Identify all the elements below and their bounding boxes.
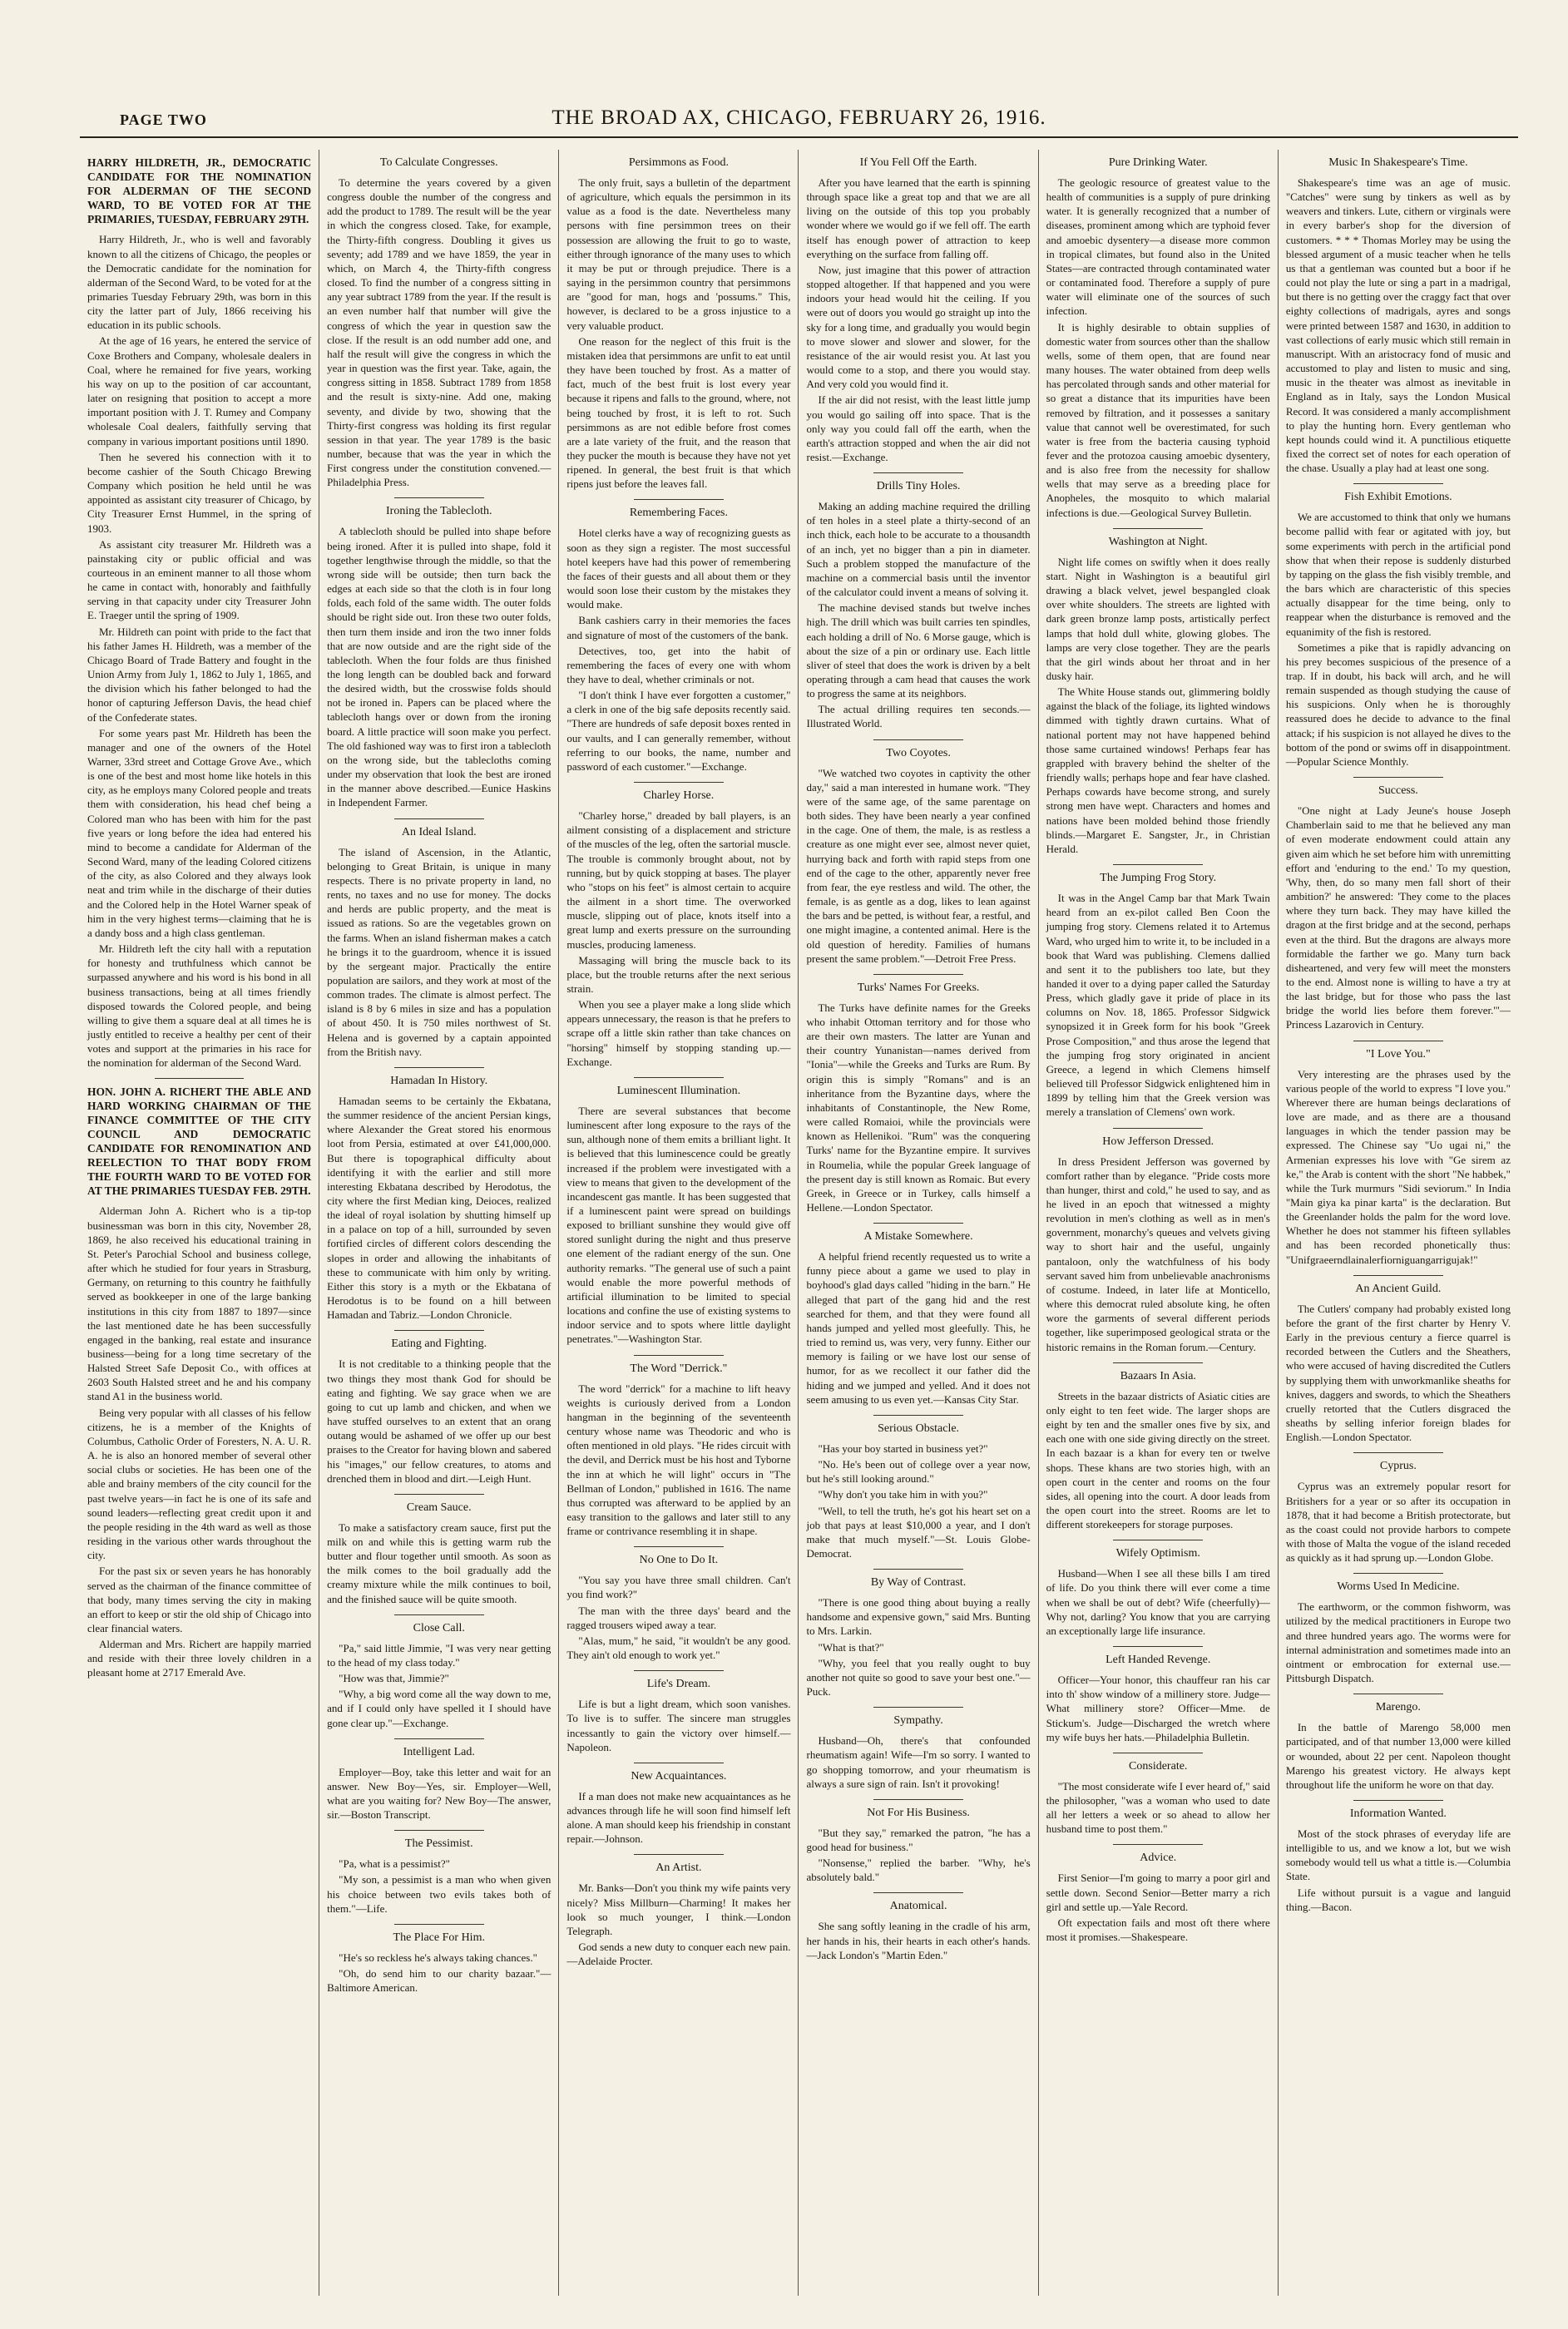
article-body <box>566 1573 790 1662</box>
article-paragraph: "My son, a pessimist is a man who when given his choice between two evils takes both of them."—Life. <box>327 1873 552 1915</box>
article-body <box>1046 1155 1270 1354</box>
article-divider <box>394 1330 484 1331</box>
article-body <box>806 1249 1030 1407</box>
article-headline: New Acquaintances. <box>631 1769 727 1783</box>
article-headline: Anatomical. <box>889 1900 947 1913</box>
article-paragraph: Night life comes on swiftly when it does really start. Night in Washington is a beautiful girl drawing a black velvet, jewel bespangled cloak over white shoulders. The streets are lighted with dark green bronze lamp posts, artistically perfect lamps that hold dull white, glowing globes. The lamps are very close together. They are the pearls that the girl winds about her throat and in her dusky hair. <box>1046 555 1270 682</box>
article <box>87 156 311 1070</box>
article-headline: Worms Used In Medicine. <box>1337 1580 1460 1594</box>
article-paragraph: The man with the three days' beard and the ragged trousers wiped away a tear. <box>566 1604 791 1631</box>
article-paragraph: Being very popular with all classes of his fellow citizens, he is a member of the Knights of Columbus, Catholic Order of Foresters, N. A. U. R. A. he is also an honored member of several other social clubs or societies. He has been one of the able and brainy members of the city council for the past twelve years—in fact he is one of its safe and sound leaders—reflecting great credit upon it and the people residing in the 4th ward as well as those residing in the various other wards throughout the city. <box>87 1406 312 1562</box>
article <box>806 480 1030 731</box>
article-body <box>327 1765 551 1822</box>
article-paragraph: God sends a new duty to conquer each new pain.—Adelaide Procter. <box>566 1941 791 1968</box>
article-paragraph: Officer—Your honor, this chauffeur ran his car into th' show window of a millinery store. Judge—What millinery store? Officer—Mme. de Stickum's. Judge—Discharged the wretch where my wife buys her hats.—Philadelphia Bulletin. <box>1046 1674 1270 1743</box>
article-body <box>1286 176 1511 475</box>
article <box>1046 156 1270 520</box>
article-body <box>566 1697 790 1754</box>
article <box>1286 784 1511 1032</box>
article-headline: Information Wanted. <box>1349 1807 1447 1820</box>
article-paragraph: Very interesting are the phrases used by the various people of the world to express "I love you." Wherever there are human beings declarations of love are made, and as there are a thousand languages in which the tender passion may be expressed. The Chinese say "Uo ugai ni," the Armenian expresses his love with "Ge sirem az ke," the Arab is content with the short "Ne habbek," while the Turk murmurs "Sidi seviorum." In India "Main giya ka pinar karta" is the declaration. But the Greenlander holds the palm for the word love. Whether he does not stammer his fifteen syllables and has been recorded phonetically thus: "Unifgraeerndlainalerfiorniguangarrigujak!" <box>1285 1067 1511 1266</box>
article-headline: HARRY HILDRETH, JR., DEMOCRATIC CANDIDATE FOR THE NOMINATION FOR ALDERMAN OF THE SECOND WARD, TO BE VOTED FOR AT THE PRIMARIES, TUESDAY, FEBRUARY 29TH. <box>87 156 312 225</box>
article <box>566 507 790 774</box>
article-divider <box>873 472 963 473</box>
article-divider <box>394 1738 484 1739</box>
article-paragraph: "Why, you feel that you really ought to buy another not quite so good to save your best one."—Puck. <box>806 1656 1031 1699</box>
article-body <box>327 1357 551 1485</box>
article-paragraph: First Senior—I'm going to marry a poor girl and settle down. Second Senior—Better marry a rich girl and settle up.—Yale Record. <box>1046 1872 1270 1913</box>
article-paragraph: Shakespeare's time was an age of music. "Catches" were sung by tinkers as well as by weavers and tinkers. Lute, cithern or virginals were in every barber's shop for the diversion of customers. * * * Thomas Morley may be using the blessed argument of a music teacher when he tells us that a gentleman was counted but a boor if he could not play the lute or sing a part in a madrigal, but there is no getting over the craggy fact that over eighty collections of madrigals, ayres and songs were printed between 1587 and 1630, in addition to vast collections of early music which still remain in manuscript. With an aristocracy fond of music and accustomed to play and listen to music and sing, music in the theater was almost as inevitable in England as in Italy, says the London Musical Record. It was considered a manly accomplishment to play the hunting horn. Every gentleman who kept hounds could wind it. A punctilious etiquette fixed the correct set of notes for each operation of the chase. Usually a play had at least one song. <box>1285 176 1511 475</box>
page-number: PAGE TWO <box>120 111 207 128</box>
article <box>806 1807 1030 1885</box>
article-paragraph: "Has your boy started in business yet?" <box>818 1441 988 1455</box>
article-paragraph: For some years past Mr. Hildreth has been the manager and one of the owners of the Hotel Warner, 33rd street and Cottage Grove Ave., which is one of the best and most home like hotels in this city, as he employs many Colored people and treats them with consideration, his head chef being a Colored man who has been with him for the past five years or long before the idea had entered his mind to become a candidate for Alderman of the Second Ward, many of the leading Colored citizens of the city, as also Colored and they always look neat and trim while in the discharge of their duties and the Colored help in the Hotel Warner speak of him in the very highest terms—claiming that he is a dandy boss and a high class gentleman. <box>87 726 312 939</box>
article-divider <box>634 1546 724 1547</box>
article-paragraph: One reason for the neglect of this fruit is the mistaken idea that persimmons are unfit to eat until they have been touched by frost. As a matter of fact, much of the best fruit is lost every year because it ripens and falls to the ground, where, not being touched by frost, it is left to rot. Such persimmons as are not edible before frost comes are a late variety of the fruit, and the reason that they pucker the mouth is because they have not yet ripened. In general, the best fruit is that which ripens just before the leaves fall. <box>566 334 791 491</box>
article-body <box>327 1857 551 1916</box>
article <box>1046 536 1270 856</box>
article-body <box>566 176 790 491</box>
article-paragraph: When you see a player make a long slide which appears unnecessary, the reason is that he prefers to scrape off a little skin rather than take chances on "horsing" himself by stopping standing up.—Exchange. <box>566 998 791 1068</box>
article-divider <box>1353 1452 1443 1453</box>
article <box>1046 1547 1270 1638</box>
article <box>327 1622 551 1730</box>
article <box>1286 1460 1511 1565</box>
article-paragraph: Bank cashiers carry in their memories the faces and signature of most of the customers of the bank. <box>566 614 791 641</box>
article-body <box>87 232 311 1070</box>
article-divider <box>873 974 963 975</box>
article-paragraph: "There is one good thing about buying a really handsome and expensive gown," said Mrs. Bunting to Mrs. Larkin. <box>806 1596 1031 1638</box>
article-headline: Left Handed Revenge. <box>1106 1654 1211 1667</box>
article-paragraph: "No. He's been out of college over a year now, but he's still looking around." <box>806 1458 1031 1486</box>
article-headline: Bazaars In Asia. <box>1120 1369 1196 1382</box>
article-body <box>327 176 551 489</box>
article <box>327 1338 551 1485</box>
article <box>566 156 790 491</box>
article-headline: An Artist. <box>655 1862 702 1875</box>
article-paragraph: In dress President Jefferson was governed by comfort rather than by elegance. "Pride costs more than hunger, thirst and cold," he used to say, and as he lived in an epoch that witnessed a mighty revolution in men's clothing as well as in men's government, monarchy's queues and velvets giving way to short hair and the useful, ungainly pantaloon, only the watchfulness of his body servant saved him from unbelievable anachronisms of costume. Indeed, in later life at Monticello, where this democrat ruled absolute king, he often wore the garments of several different periods together, like superimposed geological strata or the historic remains in the Roman forum.—Century. <box>1046 1155 1270 1353</box>
article <box>327 505 551 809</box>
article-divider <box>394 1067 484 1068</box>
article-headline: An Ancient Guild. <box>1355 1282 1442 1295</box>
article-divider <box>1353 777 1443 778</box>
article-body <box>1286 1479 1511 1565</box>
article-body <box>566 808 790 1069</box>
article-divider <box>873 1892 963 1893</box>
article-columns <box>80 150 1518 2296</box>
article-body <box>327 1641 551 1730</box>
article <box>1046 1654 1270 1744</box>
article-paragraph: Hamadan seems to be certainly the Ekbatana, the summer residence of the ancient Persian kings, where Alexander the Great stored his enormous loot from Persia, estimated at over £41,000,000. But there is topographical difficulty about identifying it with the earlier and still more interesting Ekbatana described by Herodotus, the city where the first Median king, Deioces, realized the ideal of royal isolation by shutting himself up in a palace on top of a hill, surrounded by seven fortified circles of different colors descending the slopes in order and allowing the inhabitants of these to communicate with him only by writing. Either this story is a myth or the Ekbatana of Herodotus is to be found on a hill between Hamadan and Tabriz.—London Chronicle. <box>327 1094 552 1322</box>
article-paragraph: "Why, a big word come all the way down to me, and if I could only have spelled it I should have gone clear up."—Exchange. <box>327 1688 552 1729</box>
article-body <box>1286 804 1511 1032</box>
article-headline: Music In Shakespeare's Time. <box>1328 156 1468 169</box>
article-body <box>806 176 1030 464</box>
article <box>1046 1370 1270 1532</box>
article <box>327 1746 551 1822</box>
article-paragraph: She sang softly leaning in the cradle of his arm, her hands in his, their hearts in each other's hands.—Jack London's "Martin Eden." <box>806 1920 1031 1961</box>
article-paragraph: "Pa, what is a pessimist?" <box>339 1857 450 1871</box>
article <box>1286 1580 1511 1685</box>
article-body <box>1286 1302 1511 1445</box>
article-headline: Remembering Faces. <box>629 507 728 520</box>
article-paragraph: A helpful friend recently requested us to write a funny piece about a game we used to play in boyhood's glad days called "hiding in the barn." He alleged that part of the gang hid and the rest searched for them, and that they were found all hands jumped and yelled most gleefully. This, he tried to remind us, was very, very funny. Either our memory is failing or we have lost our sense of humor, for as we recollect it our father did the hiding and we jumped and yelled. And it does not seem amusing to us even yet.—Kansas City Star. <box>806 1250 1031 1406</box>
article-body <box>806 1826 1030 1885</box>
article-headline: An Ideal Island. <box>401 825 477 838</box>
article-divider <box>1353 1800 1443 1801</box>
article-paragraph: The actual drilling requires ten seconds.—Illustrated World. <box>806 703 1031 730</box>
article <box>806 982 1030 1214</box>
article-body <box>327 1094 551 1323</box>
article-headline: Drills Tiny Holes. <box>876 480 961 493</box>
column-2 <box>319 150 559 2296</box>
article-paragraph: Detectives, too, get into the habit of remembering the faces of every one with whom they have to deal, whether criminals or not. <box>566 644 791 685</box>
article-body <box>566 1881 790 1968</box>
article-paragraph: "The most considerate wife I ever heard of," said the philosopher, "was a woman who used to date all her letters a week or so ahead to allow her husband time to post them." <box>1046 1779 1270 1836</box>
article-paragraph: To make a satisfactory cream sauce, first put the milk on and while this is getting warm rub the butter and flour together until smooth. As soon as the milk comes to the boil gradually add the creamy mixture while the milk continues to boil, and the finished sauce will be quite smooth. <box>327 1521 552 1605</box>
article-paragraph: Then he severed his connection with it to become cashier of the South Chicago Brewing Company which position he held until he was appointed as assistant city treasurer of Chicago, by City Treasurer Ernst Hummel, in the spring of 1903. <box>87 450 312 535</box>
article-divider <box>1113 1844 1203 1845</box>
article <box>1046 1852 1270 1944</box>
article-paragraph: It was in the Angel Camp bar that Mark Twain heard from an ex-pilot called Ben Coon the jumping frog story. Clemens related it to Artemus Ward, who urged him to write it, to be included in a book that Ward was publishing. Clemens dallied and sent it to the publishers too late, but they handed it over to a dying paper called the Saturday Press, which gladly gave it pride of place in its columns on Nov. 18, 1865. Professor Sidgwick synopsized it in Greek form for his book "Greek Prose Composition," and thus arose the legend that the jumping frog story originated in ancient Greece, a legend in which Clemens himself believed till Professor Sidgwick enlightened him in 1899 by telling him that the Greek version was merely a translation of Clemens' own work. <box>1046 892 1270 1119</box>
article-paragraph: A tablecloth should be pulled into shape before being ironed. After it is pulled into shape, fold it together lengthwise through the middle, so that the wrong side will be outside; then turn back the edges at each side so that the cloth is in four long folds, each fold of the same width. The outer folds should be right side out. Iron these two outer folds, then turn them inside and iron the two inner folds that are now outside and are the right side of the tablecloth. When the four folds are thus finished the long length can be doubled back and forward the desired width, but the crosswise folds should not be ironed in. Papers can be placed where the tablecloth hangs over or down from the ironing board. A little practice will soon make you perfect. The old fashioned way was to first iron a tablecloth on the wrong side, but the tablecloths coming under my observation that look the best are ironed in the manner above described.—Eunice Haskins in Independent Farmer. <box>327 525 552 809</box>
article-paragraph: Hotel clerks have a way of recognizing guests as soon as they sign a register. The most successful hotel keepers have had this power of remembering the faces of their guests and all about them or they would soon lose their custom by the mistakes they would make. <box>566 527 791 611</box>
article <box>1046 1135 1270 1354</box>
article <box>327 1931 551 1995</box>
article <box>566 1862 790 1968</box>
article-paragraph: "We watched two coyotes in captivity the other day," said a man interested in humane work. "They were of the same age, of the same parentage on both sides. They have been nearly a year confined in the cage. One of them, the male, is as restless a creature as one might ever see, almost never quiet, hurrying back and forth with rapid steps from one end of the cage to the other, apparently never free from fear, the eye restless and wild. The other, the female, is as gentle as a dog, likes to lean against the bars and be petted, is without fear, a restful, and one might imagine, a contented animal. Here is the old question of heredity. Families of humans present the same problem."—Detroit Free Press. <box>806 766 1031 965</box>
article-headline: The Pessimist. <box>404 1837 473 1851</box>
article-body <box>566 1789 790 1847</box>
article-headline: Washington at Night. <box>1108 535 1208 548</box>
article <box>806 156 1030 464</box>
article-headline: Success. <box>1378 784 1418 798</box>
article-paragraph: There are several substances that become luminescent after long exposure to the rays of the sun, although none of them emits a brilliant light. It is believed that this luminescence could be greatly increased if the problem were investigated with a view to means that given to the development of the incandescent gas mantle. It has been suggested that if a luminescent paint were spread on buildings exposed to brilliant sunshine they would give off stored sunlight during the night and thus preserve one element of the radiant energy of the sun. One authority remarks. "The general use of such a paint would enable the more powerful methods of artificial illumination to be limited to special locations and confine the use of existing systems to indoor service and to spots where little daylight penetrates."—Washington Star. <box>566 1104 791 1346</box>
article-headline: Serious Obstacle. <box>878 1422 960 1435</box>
article-divider <box>1113 528 1203 529</box>
article-headline: No One to Do It. <box>639 1554 719 1567</box>
article-divider <box>873 1569 963 1570</box>
article-divider <box>1113 1646 1203 1647</box>
article-body <box>1286 510 1511 769</box>
article-paragraph: Sometimes a pike that is rapidly advancing on his prey becomes suspicious of the presence of a trap. If in doubt, his back will arch, and he will remain suspended as though studying the cause of his suspicions. Only when he is thoroughly reassured does he decide to advance to the final attack; if his suspicion is not allayed he dives to the bottom of the pond or swims off in disappointment.—Popular Science Monthly. <box>1285 640 1511 768</box>
article-body <box>806 1733 1030 1791</box>
article-paragraph: Now, just imagine that this power of attraction stopped altogether. If that happened and you were indoors your head would hit the ceiling. If you were out of doors you would go straight up into the sky for a long time, and gradually you would begin to move slower and slower and slower, for the resistance of the air would resist you. At last you would come to a stop, and there you would stay. And very cold you would find it. <box>806 263 1031 391</box>
article-headline: The Place For Him. <box>393 1931 485 1944</box>
article-body <box>806 1001 1030 1214</box>
article-paragraph: The geologic resource of greatest value to the health of communities is a supply of pure drinking water. It is generally recognized that a number of diseases, prominent among which are typhoid fever and amoebic dysentery—a disease more common in tropical climates, but found also in the United States—are contracted through contaminated water or contaminated food. Therefore a supply of pure water will eliminate one of the sources of such infection. <box>1046 176 1270 318</box>
column-5 <box>1039 150 1279 2296</box>
article-headline: To Calculate Congresses. <box>379 156 498 169</box>
article-paragraph: Massaging will bring the muscle back to its place, but the trouble returns after the next serious strain. <box>566 953 791 995</box>
article-body <box>806 1441 1030 1560</box>
article <box>327 826 551 1059</box>
article-paragraph: The machine devised stands but twelve inches high. The drill which was built carries ten spindles, each holding a drill of No. 6 Morse gauge, which is about the size of a pin or ordinary use. Each little sliver of steel that does the work is driven by a belt operating through a cam head that causes the work to progress the same at its neighbors. <box>806 601 1031 700</box>
article-headline: Luminescent Illumination. <box>616 1084 741 1097</box>
article-body <box>1046 555 1270 856</box>
article-headline: The Word "Derrick." <box>630 1362 728 1375</box>
article-body <box>566 526 790 774</box>
article-paragraph: "What is that?" <box>818 1640 884 1654</box>
article-paragraph: Alderman and Mrs. Richert are happily married and reside with their three lovely children in a pleasant home at 2717 Emerald Ave. <box>87 1638 312 1679</box>
article-divider <box>634 782 724 783</box>
article-paragraph: Life is but a light dream, which soon vanishes. To live is to suffer. The sincere man struggles incessantly to gain the victory over himself.—Napoleon. <box>566 1698 791 1753</box>
article-body <box>327 1521 551 1606</box>
article-divider <box>1113 1362 1203 1363</box>
article-paragraph: To determine the years covered by a given congress double the number of the congress and add the product to 1789. The result will be the year in which the congress closed. Take, for example, the Thirty-fifth congress. Doubling it gives us seventy; add 1789 and we have 1859, the year in which, on March 4, the Thirty-fifth congress closed. To find the number of a congress sitting in any year subtract 1789 from the year. If the result is an even number half that number will give the congress of which the year in question saw the close. If the result is an odd number add one, and half the result will give the congress in which the year in question was the first year. Take, again, the congress sitting in 1858. Subtract 1789 from 1858 and the result is sixty-nine. Add one, making seventy, and divide by two, showing that the Thirty-first congress was holding its first regular session in that year. The year 1789 is the basic number, because that was the year in which the First congress under the constitution convened.—Philadelphia Press. <box>327 176 552 489</box>
article-paragraph: "Why don't you take him in with you?" <box>818 1488 988 1501</box>
article <box>1286 1048 1511 1267</box>
article-headline: Life's Dream. <box>646 1678 711 1691</box>
article-body <box>1286 1720 1511 1792</box>
article-paragraph: "How was that, Jimmie?" <box>339 1672 449 1685</box>
article-paragraph: Mr. Hildreth left the city hall with a reputation for honesty and truthfulness which cannot be surpassed anywhere and his word is his bond in all business transactions, being at all times friendly disposed towards the Colored people, and being willing to give them a square deal at all times he is justly entitled to receive a healthy per cent of their votes and support at the primaries in his race for the nomination for alderman of the Second Ward. <box>87 942 312 1070</box>
article-headline: A Mistake Somewhere. <box>863 1230 973 1244</box>
article-paragraph: It is highly desirable to obtain supplies of domestic water from sources other than the shallow wells, some of them open, that are found near many houses. The water obtained from deep wells has percolated through sands and other material for so great a distance that its impurities have been removed by filtration, and it possesses a sanitary value that cannot well be overestimated, for such water is free from the bacteria causing typhoid fever and the protozoa causing amoebic dysentery, and is also free from the necessity for shallow wells that may serve as a breeding place for Anopheles, the mosquito to which malarial infections is due.—Geological Survey Bulletin. <box>1046 320 1270 519</box>
article-headline: Advice. <box>1140 1852 1177 1865</box>
article-paragraph: Husband—When I see all these bills I am tired of life. Do you think there will ever come a time when we shall be out of debt? Wife (cheerfully)—Why not, darling? You know that you are carrying an exceptionally large life insurance. <box>1046 1567 1270 1637</box>
article <box>1286 491 1511 769</box>
article-divider <box>873 1223 963 1224</box>
article <box>327 1837 551 1916</box>
article-paragraph: Husband—Oh, there's that confounded rheumatism again! Wife—I'm so sorry. I wanted to go shopping tomorrow, and your rheumatism is always a sure sign of rain. Isn't it provoking! <box>806 1734 1031 1790</box>
article-headline: Sympathy. <box>893 1714 943 1728</box>
article-body <box>1046 1566 1270 1638</box>
article-paragraph: Making an adding machine required the drilling of ten holes in a steel plate a thirty-second of an inch thick, each hole to be accurate to a thousandth of an inch, yet no bigger than a pin in diameter. Such a problem stopped the manufacture of the machine on a commercial basis until the inventor of the calculator could invent a means of solving it. <box>806 500 1031 599</box>
article-headline: Ironing the Tablecloth. <box>386 505 492 518</box>
article-divider <box>634 1854 724 1855</box>
article-body <box>327 845 551 1059</box>
article-headline: If You Fell Off the Earth. <box>859 156 977 169</box>
article-headline: By Way of Contrast. <box>870 1576 967 1590</box>
article-body <box>1286 1067 1511 1267</box>
article-paragraph: The Cutlers' company had probably existed long before the grant of the first charter by Henry V. Early in the previous century a fierce quarrel is recorded between the Cutlers and the Sheathers, who were accused of having discredited the Cutlers by supplying them with unworkmanlike sheaths for knives, daggers and swords, to which the Sheathers cruelly retorted that the Cutlers disgraced the sheaths by selling inferior foreign blades for English.—London Spectator. <box>1285 1302 1511 1444</box>
article <box>566 1554 790 1662</box>
article-divider <box>634 1077 724 1078</box>
article-divider <box>634 1670 724 1671</box>
masthead <box>80 100 1518 138</box>
article-paragraph: "Oh, do send him to our charity bazaar."—Baltimore American. <box>327 1967 552 1995</box>
article-paragraph: "Charley horse," dreaded by ball players, is an ailment consisting of a displacement and stricture of the muscles of the leg, often the sartorial muscle. The trouble is commonly brought about, not by running, but by quick stopping at bases. The player who "stops on his feet" is almost certain to acquire the ailment in a short time. The overworked muscle, slipping out of place, knots itself into a great lump and exerts pressure on the surrounding muscles, producing lameness. <box>566 809 791 951</box>
article-paragraph: It is not creditable to a thinking people that the two things they most thank God for should be eating and fighting. We say grace when we are going to cut up lamb and chicken, and when we have stuffed ourselves to an extent that an orang outang would be ashamed of we offer up our best praises to the Creator for having blown and sabered his "images," our fellow creatures, to atoms and drenched them in blood and dirt.—Leigh Hunt. <box>327 1357 552 1485</box>
article-paragraph: Streets in the bazaar districts of Asiatic cities are only eight to ten feet wide. The larger shops are eight by ten and the smaller ones five by six, and each one with one side giving directly on the street. In each bazaar is a khan for every ten or twelve shops. These khans are two stories high, with an open court in the center and rooms on the four sides, all opening into the court. A door leads from the open court into the street. Rooms are let to different storekeepers for storage purposes. <box>1046 1389 1270 1531</box>
article-paragraph: "Nonsense," replied the barber. "Why, he's absolutely bald." <box>806 1857 1031 1884</box>
article-paragraph: As assistant city treasurer Mr. Hildreth was a painstaking city or public official and was courteous in an eminent manner to all those whom he came in contact with, honorably and faithfully serving in that capacity under city Treasurer John E. Traeger until the spring of 1909. <box>87 537 312 622</box>
article-divider <box>873 1707 963 1708</box>
article-body <box>806 1595 1030 1699</box>
article-paragraph: Mr. Hildreth can point with pride to the fact that his father James H. Hildreth, was a member of the Chicago Board of Trade Battery and fought in the Union Army from July 1, 1862 to July 1, 1865, and the division which his father belonged to had the honor of capturing Jefferson Davis, the head chief of the Confederate states. <box>87 625 312 724</box>
article-headline: Cyprus. <box>1379 1460 1417 1473</box>
article-paragraph: If the air did not resist, with the least little jump you would go sailing off into space. That is the only way you could fall off the earth, when the earth's attraction stopped and when the air did not resist.—Exchange. <box>806 393 1031 463</box>
article-divider <box>634 499 724 500</box>
article-divider <box>155 1078 245 1079</box>
article-paragraph: "One night at Lady Jeune's house Joseph Chamberlain said to me that he believed any man of even moderate endowment could attain any given aim which he set before him with unremitting effort and 'enduring to the end.' To my question, 'Why, then, do so many men fall short of their ambition?' he answered: 'They come to the places where they turn back. They may have killed the dragon at the first bridge and at the second, perhaps even at the third. But the dragons are always more formidable the farther we go. Many turn back disheartened, and very few will meet the monsters to the end. Almost none is willing to have a try at the last bridge, but for those who pass the last bridge the world lies before them forever.'"—Princess Lazarovich in Century. <box>1285 804 1511 1031</box>
article-headline: Marengo. <box>1375 1701 1421 1714</box>
article-paragraph: In the battle of Marengo 58,000 men participated, and of that number 13,000 were killed or wounded, about 22 per cent. Napoleon thought Marengo his greatest victory. He always kept throughout life the uniform he wore on that day. <box>1285 1721 1511 1791</box>
article-body <box>1046 1389 1270 1532</box>
article-paragraph: The Turks have definite names for the Greeks who inhabit Ottoman territory and for those who are their own masters. The latter are Yunan and their country Yunanistan—names derived from "Ionia"—while the Greeks and Turks are Rum. By origin this is simply "Romans" and is an inheritance from the Byzantine days, where the inhabitants of Constantinople, the New Rome, were called Romaioi, while the provincials were known as Hellenikoi. "Rum" was the conquering Turks' name for the Byzantine empire. It survives in Roumelia, while the popular Greek language of the present day is still known as Romaic. But every Greek, in Greece or in Turkey, calls himself a Hellene.—London Spectator. <box>806 1001 1031 1214</box>
article-headline: Turks' Names For Greeks. <box>857 981 980 994</box>
article <box>1286 1283 1511 1445</box>
article-paragraph: "Well, to tell the truth, he's got his heart set on a job that pays at least $10,000 a year, and I don't make that much myself."—St. Louis Globe-Democrat. <box>806 1504 1031 1560</box>
article-headline: Pure Drinking Water. <box>1108 156 1208 169</box>
article-divider <box>1353 483 1443 484</box>
column-3 <box>559 150 799 2296</box>
article-body <box>566 1104 790 1347</box>
article <box>327 156 551 489</box>
article-paragraph: Harry Hildreth, Jr., who is well and favorably known to all the citizens of Chicago, the peoples or the Democratic candidate for the nomination for alderman of the Second Ward, to be voted for at the primaries Tuesday February 29th, was born in this city the latter part of July, 1866 receiving his education in its public schools. <box>87 233 312 332</box>
article-divider <box>394 818 484 819</box>
article-headline: Hamadan In History. <box>390 1074 488 1087</box>
article-paragraph: For the past six or seven years he has honorably served as the chairman of the finance committee of that body, many times serving the city in making an effort to keep or stir the old ship of Chicago into clear financial waters. <box>87 1565 312 1634</box>
article <box>566 1770 790 1847</box>
article <box>1286 1701 1511 1792</box>
article-headline: Close Call. <box>413 1621 465 1634</box>
article <box>566 789 790 1069</box>
article-headline: Wifely Optimism. <box>1115 1547 1200 1560</box>
article <box>806 1230 1030 1407</box>
column-1 <box>80 150 319 2296</box>
article-paragraph: We are accustomed to think that only we humans become pallid with fear or agitated with joy, but some experiments with perch in the artificial pond show that when their repose is suddenly disturbed by tapping on the glass the fish visibly tremble, and the bars which are characteristic of this species actually disappear for the time being, only to reappear when the disturbance is removed and the equanimity of the fish is restored. <box>1285 511 1511 638</box>
article-body <box>1046 1779 1270 1837</box>
article-paragraph: Cyprus was an extremely popular resort for Britishers for a year or so after its occupation in 1878, that it had become a British protectorate, but as the coast could not provide harbors to compete with those of Malta the vogue of the island receded as quickly as it had sprung up.—London Globe. <box>1285 1480 1511 1565</box>
article-headline: How Jefferson Dressed. <box>1102 1135 1214 1148</box>
article-paragraph: Alderman John A. Richert who is a tip-top businessman was born in this city, November 28, 1869, he also received his educational training in St. Peter's Parochial School and business college, after which he studied for four years in Strasburg, Germany, on returning to this country he faithfully served as bookkeeper in one of the large banking institutions in this city from 1887 to 1897—since the last mentioned date he has been successfully engaged in the banking, real estate and insurance business—being for a long time secretary of the Halsted Street Safe Deposit Co., with offices at 2603 South Halsted street and he and his company stand A1 in the business world. <box>87 1204 312 1403</box>
article-paragraph: "Pa," said little Jimmie, "I was very near getting to the head of my class today." <box>327 1641 552 1669</box>
article-paragraph: The earthworm, or the common fishworm, was utilized by the medical practitioners in Europe two and three hundred years ago. The worms were for internal administration and sometimes made into an ointment or embrocation for external use.—Pittsburgh Dispatch. <box>1285 1600 1511 1685</box>
article-divider <box>873 739 963 740</box>
article <box>806 1900 1030 1961</box>
article-body <box>1046 1673 1270 1744</box>
article <box>1286 1807 1511 1914</box>
article-paragraph: Oft expectation fails and most oft there where most it promises.—Shakespeare. <box>1046 1916 1270 1944</box>
article-headline: "I Love You." <box>1366 1047 1431 1061</box>
article <box>806 1576 1030 1699</box>
article-divider <box>1353 1275 1443 1276</box>
article-body <box>327 1951 551 1995</box>
article-body <box>806 1919 1030 1961</box>
article-paragraph: "He's so reckless he's always taking chances." <box>339 1951 537 1964</box>
article-paragraph: Employer—Boy, take this letter and wait for an answer. New Boy—Yes, sir. Employer—Well, what are you waiting for? New Boy—The answer, sir.—Boston Transcript. <box>327 1765 552 1822</box>
article <box>566 1362 790 1539</box>
article-headline: Not For His Business. <box>867 1806 970 1819</box>
article-divider <box>394 1494 484 1495</box>
article <box>87 1085 311 1679</box>
article <box>806 1714 1030 1791</box>
article <box>327 1075 551 1323</box>
article-headline: The Jumping Frog Story. <box>1100 872 1217 885</box>
article-paragraph: The island of Ascension, in the Atlantic, belonging to Great Britain, is unique in many respects. There is no private property in land, no rents, no taxes and no use for money. The docks and herds are public property, and the meat is issued as rations. So are the vegetables grown on the farms. When an island fisherman makes a catch he brings it to the guardroom, whence it is issued by the sergeant major. Practically the entire population are sailors, and they work at most of the common trades. The climate is almost perfect. The island is 8 by 6 miles in size and has a population of about 450. It is 750 miles northwest of St. Helena and is governed by a captain appointed from the British navy. <box>327 845 552 1058</box>
article-headline: Fish Exhibit Emotions. <box>1344 491 1452 504</box>
article-body <box>806 766 1030 966</box>
article-paragraph: "I don't think I have ever forgotten a customer," a clerk in one of the big safe deposits recently said. "There are hundreds of safe deposit boxes rented in our vaults, and I can generally remember, without referring to our books, the name, number and password of each customer."—Exchange. <box>566 689 791 773</box>
article-paragraph: Life without pursuit is a vague and languid thing.—Bacon. <box>1285 1886 1511 1913</box>
article-body <box>1046 176 1270 520</box>
article <box>1046 872 1270 1120</box>
article-body <box>1286 1600 1511 1685</box>
article-divider <box>394 1830 484 1831</box>
article-body <box>1046 891 1270 1120</box>
article-paragraph: The White House stands out, glimmering boldly against the black of the foliage, its lighted windows dimmed with tightly drawn curtains. What of national portent may not have happened behind those same curtained windows! Perhaps fear has grappled with bravery behind the shelter of the friendly walls; perhaps hope and fear have clashed. Perhaps cowards have become strong, and surely strong men have wept. Characters and homes and nations have been molded behind those friendly blinds.—Margaret E. Sangster, Jr., in Christian Herald. <box>1046 685 1270 855</box>
article-paragraph: Mr. Banks—Don't you think my wife paints very nicely? Miss Millburn—Charming! It makes her look so much younger, I think.—London Telegraph. <box>566 1881 791 1937</box>
article <box>566 1085 790 1347</box>
article-divider <box>1353 1573 1443 1574</box>
article-divider <box>1113 864 1203 865</box>
article-headline: Considerate. <box>1129 1759 1188 1773</box>
article-divider <box>873 1799 963 1800</box>
article-headline: Two Coyotes. <box>886 746 951 759</box>
article <box>806 747 1030 966</box>
article-divider <box>634 1355 724 1356</box>
article <box>1046 1760 1270 1837</box>
article-headline: Intelligent Lad. <box>403 1745 475 1758</box>
article-paragraph: The word "derrick" for a machine to lift heavy weights is curiously derived from a London hangman in the beginning of the seventeenth century whose name was Theodoric and who is often mentioned in old plays. "He rides circuit with the devil, and Derrick must be his host and Tyborne the inn at which he will light" occurs in "The Bellman of London," published in 1616. The name thus corrupted was afterward to be applied by an easy transition to the gallows and later still to any frame or contrivance resembling it in shape. <box>566 1382 791 1538</box>
column-4 <box>799 150 1038 2296</box>
article-body <box>566 1382 790 1539</box>
article-paragraph: If a man does not make new acquaintances as he advances through life he will soon find himself left alone. A man should keep his friendship in constant repair.—Johnson. <box>566 1789 791 1846</box>
article-headline: HON. JOHN A. RICHERT THE ABLE AND HARD WORKING CHAIRMAN OF THE FINANCE COMMITTEE OF THE CITY COUNCIL AND DEMOCRATIC CANDIDATE FOR RENOMINATION AND REELECTION TO THAT BODY FROM THE FOURTH WARD TO BE VOTED FOR AT THE PRIMARIES TUESDAY FEB. 29TH. <box>87 1085 312 1197</box>
article-paragraph: At the age of 16 years, he entered the service of Coxe Brothers and Company, wholesale dealers in Coal, where he remained for five years, working his way on up to the position of car accountant, later on resigning that position to accept a more important position with J. T. Rumey and Company wholesale Coal dealers, faithfully serving that company in various important positions until 1890. <box>87 334 312 448</box>
article-headline: Persimmons as Food. <box>628 156 729 169</box>
article <box>806 1422 1030 1560</box>
article-divider <box>394 497 484 498</box>
article-paragraph: The only fruit, says a bulletin of the department of agriculture, which equals the persimmon in its value as a food is the date. Nevertheless many persons with fine persimmon trees on their possession are allowing the fruit to go to waste, either through ignorance of the many uses to which it may be put or through prejudice. There is a saying in the persimmon country that persimmons are "good for man, hogs and 'possums." This, however, is declared to be a gross injustice to a very valuable product. <box>566 176 791 332</box>
article-headline: Charley Horse. <box>643 789 715 803</box>
article-divider <box>394 1614 484 1615</box>
article-body <box>87 1204 311 1679</box>
article <box>566 1678 790 1754</box>
article-paragraph: Most of the stock phrases of everyday life are intelligible to us, and we know a lot, but we wish somebody would tell us what a tittle is.—Columbia State. <box>1285 1827 1511 1883</box>
article-paragraph: "Alas, mum," he said, "it wouldn't be any good. They ain't old enough to work yet." <box>566 1634 791 1662</box>
article-paragraph: "But they say," remarked the patron, "he has a good head for business." <box>806 1826 1031 1853</box>
article-body <box>327 524 551 809</box>
article-divider <box>873 1415 963 1416</box>
column-6 <box>1279 150 1518 2296</box>
article <box>327 1501 551 1606</box>
article-body <box>1286 1827 1511 1914</box>
article <box>1286 156 1511 475</box>
article-headline: Eating and Fighting. <box>391 1338 487 1351</box>
article-body <box>806 499 1030 731</box>
article-headline: Cream Sauce. <box>406 1501 472 1514</box>
article-divider <box>1113 1128 1203 1129</box>
newspaper-title: THE BROAD AX, CHICAGO, FEBRUARY 26, 1916. <box>552 106 1046 129</box>
article-paragraph: After you have learned that the earth is spinning through space like a great top and that we are all living on the outside of this top you probably wonder where we would go if we fell off. The earth itself has enough power of attraction to keep everything on the surface from falling off. <box>806 176 1031 260</box>
article-divider <box>394 1924 484 1925</box>
article-body <box>1046 1871 1270 1944</box>
article-paragraph: "You say you have three small children. Can't you find work?" <box>566 1574 791 1601</box>
